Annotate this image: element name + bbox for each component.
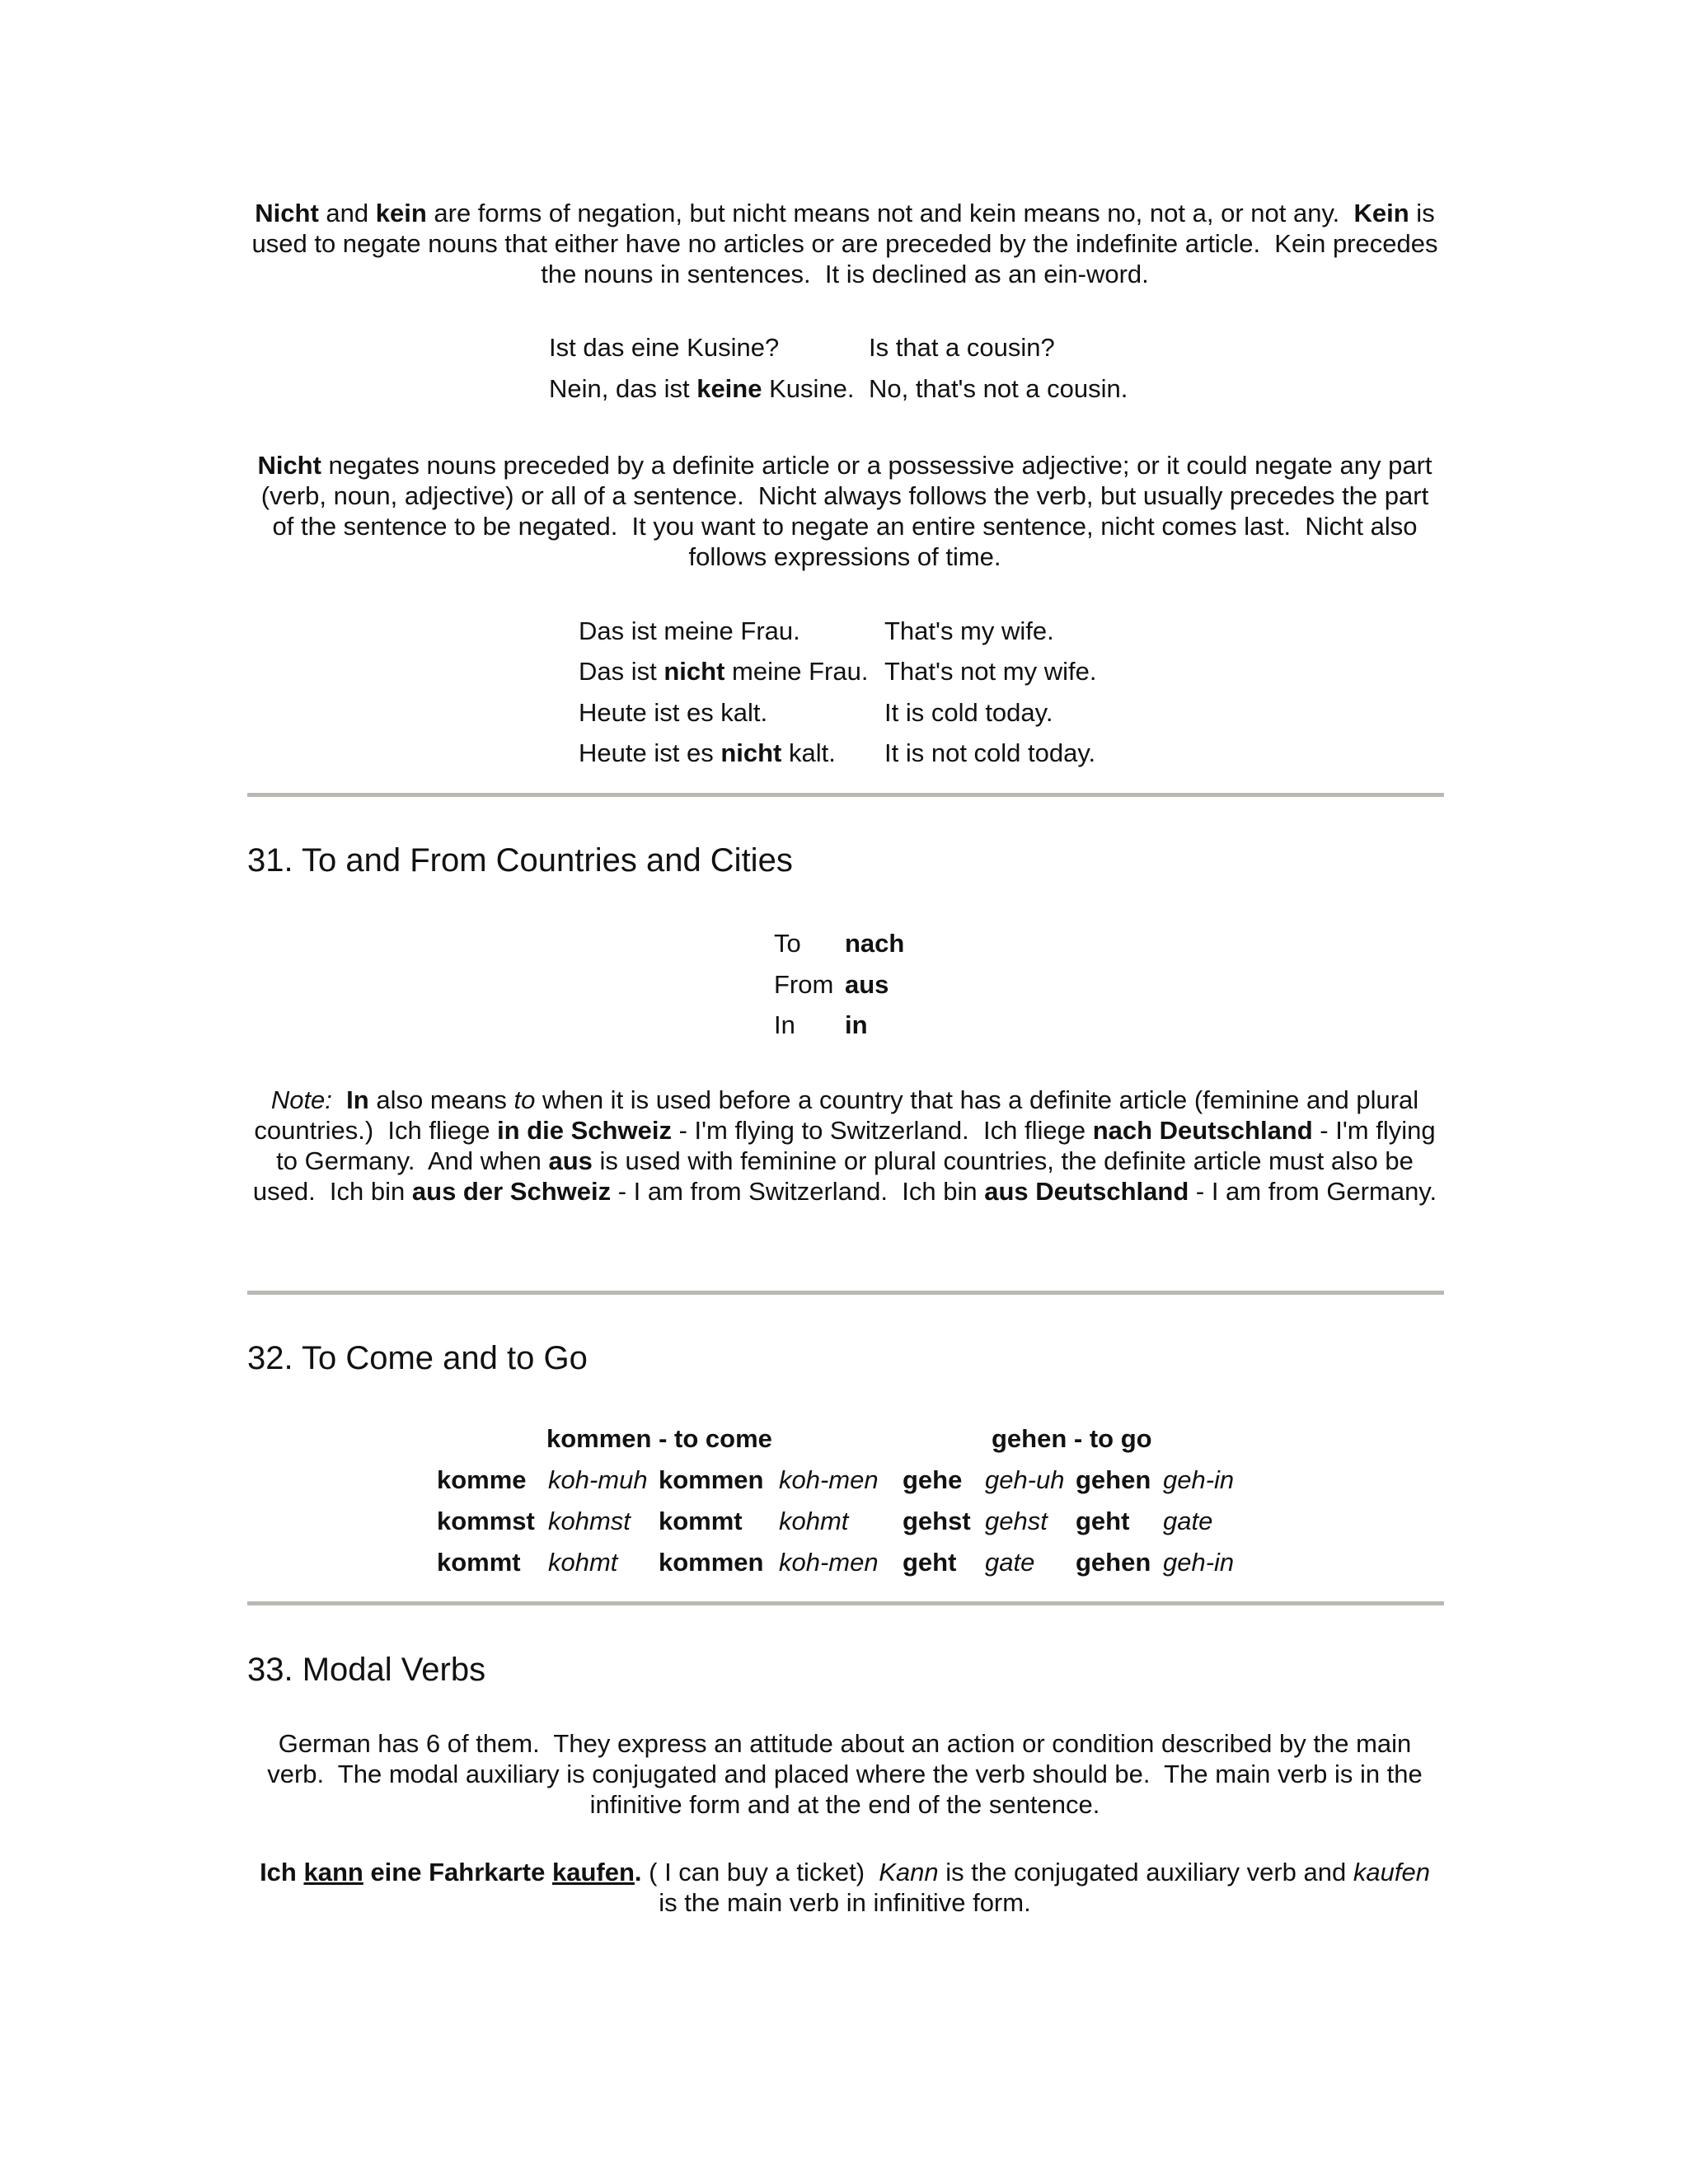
kommen-form: kommt: [437, 1548, 521, 1577]
text-run: German has 6 of them. They express an attitude about an action or condition described by the main verb. The modal auxiliary is conjugated and placed where the verb should be. The main verb is in the infinitive form and at the end of the sentence.: [267, 1729, 1430, 1819]
text-run: keine: [696, 374, 762, 403]
text-run: is used with feminine or plural countries, the definite article must also be used. Ich bin: [252, 1146, 1421, 1206]
text-run: nicht: [720, 738, 782, 767]
kommen-form: kommen: [659, 1465, 764, 1494]
kein-example-en: No, that's not a cousin.: [869, 374, 1128, 403]
text-run: Nicht: [255, 199, 319, 227]
section-33-example: [247, 1857, 1442, 1918]
kommen-form: kommen: [659, 1548, 764, 1577]
text-run: eine Fahrkarte: [363, 1858, 552, 1886]
text-run: Ich: [260, 1858, 304, 1886]
section-32-title: 32. To Come and to Go: [247, 1340, 588, 1376]
text-run: kein: [375, 199, 427, 227]
gehen-pronunciation: geh-in: [1163, 1548, 1235, 1577]
text-run: kaufen: [551, 1858, 635, 1886]
gehen-pronunciation: gate: [1163, 1507, 1213, 1535]
text-run: in die Schweiz: [497, 1116, 672, 1145]
text-run: Nein, das ist: [549, 374, 697, 403]
text-run: Das ist: [579, 657, 664, 686]
text-run: when it is used before a country that has a definite article (feminine and plural countries.) Ich fliege: [254, 1085, 1426, 1145]
kommen-form: kommt: [659, 1507, 743, 1535]
text-run: kalt.: [781, 738, 836, 767]
nicht-example-de: [579, 616, 800, 646]
kommen-header: kommen - to come: [546, 1424, 772, 1453]
gehen-form: gehen: [1076, 1465, 1151, 1494]
text-run: Kusine.: [762, 374, 855, 403]
preposition-german: nach: [845, 929, 905, 958]
text-run: kann: [303, 1858, 363, 1886]
text-run: is used to negate nouns that either have no articles or are preceded by the indefinite article. Kein precedes the nouns in sentences. It is declined as an ein-word.: [251, 199, 1446, 288]
gehen-form: gehe: [903, 1465, 963, 1494]
kein-intro-paragraph: [247, 198, 1446, 289]
text-run: negates nouns preceded by a definite article or a possessive adjective; or it could negate any part (verb, noun, adjective) or all of a sentence. Nicht always follows the verb, but usually precedes the part of the sentence to be negated. It you want to negate an entire sentence, nicht comes last. Nicht also follows expressions of time.: [260, 451, 1440, 571]
text-run: aus: [548, 1146, 593, 1175]
nicht-example-en: That's my wife.: [884, 616, 1054, 645]
text-run: meine Frau.: [724, 657, 869, 686]
text-run: and: [318, 199, 376, 227]
nicht-example-de: [579, 738, 836, 768]
gehen-form: gehst: [903, 1507, 971, 1535]
nicht-example-en: It is cold today.: [884, 698, 1053, 727]
kommen-pronunciation: kohmt: [548, 1548, 618, 1577]
kommen-form: kommst: [437, 1507, 535, 1535]
text-run: aus Deutschland: [984, 1177, 1189, 1206]
section-divider: [247, 1291, 1444, 1295]
kommen-pronunciation: koh-men: [779, 1548, 879, 1577]
text-run: Kein: [1353, 199, 1409, 227]
kein-example-en: Is that a cousin?: [869, 333, 1055, 362]
text-run: is the conjugated auxiliary verb and: [938, 1858, 1353, 1886]
text-run: Ist das eine Kusine?: [549, 333, 780, 362]
text-run: - I am from Germany.: [1189, 1177, 1437, 1206]
gehen-form: geht: [903, 1548, 957, 1577]
text-run: Heute ist es kalt.: [579, 698, 768, 727]
text-run: to: [513, 1085, 536, 1114]
gehen-pronunciation: geh-uh: [985, 1465, 1065, 1494]
text-run: Note:: [270, 1085, 332, 1114]
text-run: is the main verb in infinitive form.: [659, 1858, 1437, 1917]
kommen-pronunciation: koh-muh: [548, 1465, 648, 1494]
gehen-form: gehen: [1076, 1548, 1151, 1577]
gehen-header: gehen - to go: [992, 1424, 1152, 1453]
preposition-english: To: [774, 929, 801, 958]
nicht-paragraph: [247, 450, 1442, 572]
text-run: aus der Schweiz: [411, 1177, 612, 1206]
kein-example-de: [549, 333, 779, 363]
preposition-german: aus: [845, 970, 889, 999]
section-33-title: 33. Modal Verbs: [247, 1652, 486, 1688]
section-divider: [247, 793, 1444, 797]
text-run: Nicht: [257, 451, 321, 480]
text-run: kaufen: [1353, 1858, 1430, 1886]
kommen-pronunciation: kohmst: [548, 1507, 631, 1535]
text-run: also means: [368, 1085, 514, 1114]
text-run: - I'm flying to Switzerland. Ich fliege: [671, 1116, 1093, 1145]
text-run: nach Deutschland: [1092, 1116, 1313, 1145]
gehen-pronunciation: geh-in: [1163, 1465, 1235, 1494]
preposition-english: From: [774, 970, 834, 999]
section-31-note: [247, 1085, 1442, 1207]
nicht-example-de: [579, 698, 767, 728]
gehen-form: geht: [1076, 1507, 1130, 1535]
preposition-german: in: [845, 1010, 868, 1039]
text-run: nicht: [663, 657, 725, 686]
text-run: Kann: [879, 1858, 939, 1886]
section-33-intro: [247, 1728, 1442, 1820]
kein-example-de: [549, 374, 855, 404]
nicht-example-en: It is not cold today.: [884, 738, 1096, 767]
gehen-pronunciation: gehst: [985, 1507, 1048, 1535]
text-run: - I am from Switzerland. Ich bin: [611, 1177, 985, 1206]
text-run: Heute ist es: [579, 738, 721, 767]
kommen-pronunciation: kohmt: [779, 1507, 849, 1535]
text-run: In: [346, 1085, 369, 1114]
text-run: are forms of negation, but nicht means not and kein means no, not a, or not any.: [426, 199, 1354, 227]
text-run: [332, 1085, 346, 1114]
kommen-form: komme: [437, 1465, 527, 1494]
section-31-title: 31. To and From Countries and Cities: [247, 842, 793, 879]
text-run: - I'm flying to Germany. And when: [276, 1116, 1443, 1175]
nicht-example-de: [579, 657, 868, 687]
text-run: ( I can buy a ticket): [641, 1858, 879, 1886]
text-run: Das ist meine Frau.: [579, 616, 800, 645]
nicht-example-en: That's not my wife.: [884, 657, 1097, 686]
preposition-english: In: [774, 1010, 795, 1039]
text-run: .: [634, 1858, 642, 1886]
section-divider: [247, 1601, 1444, 1605]
gehen-pronunciation: gate: [985, 1548, 1035, 1577]
kommen-pronunciation: koh-men: [779, 1465, 879, 1494]
